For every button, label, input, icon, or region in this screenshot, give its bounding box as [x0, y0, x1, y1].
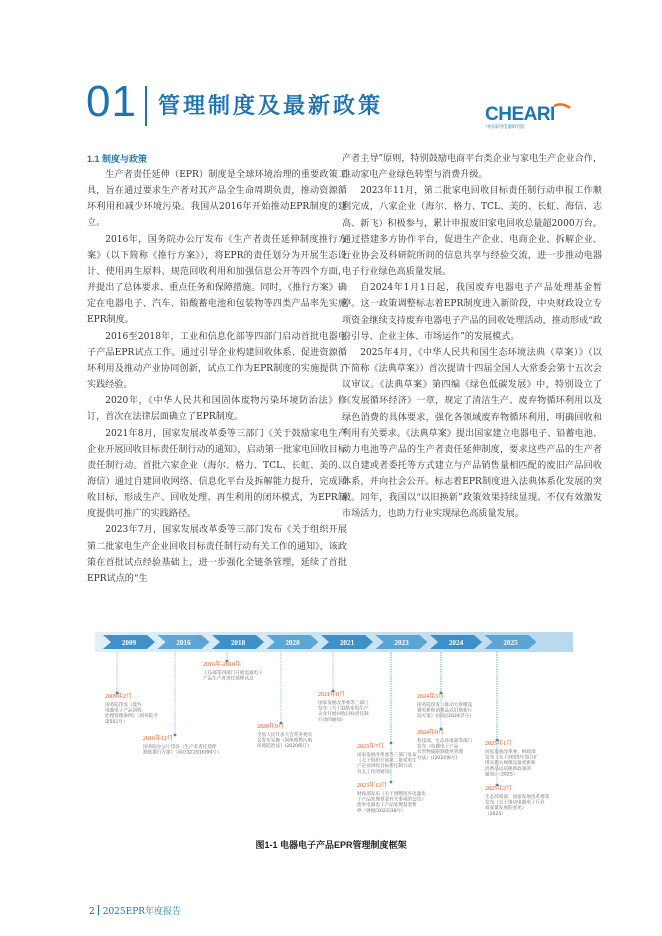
timeline-event-text: 消费品以旧换新政策的	[485, 766, 531, 772]
cheari-logo	[484, 100, 578, 130]
timeline-year-label: 2020	[285, 639, 300, 647]
timeline-event-text: 全国人民代表大会常务委员	[257, 733, 313, 738]
paragraph: 2025年4月，《中华人民共和国生态环境法典（草案）》（以下简称《法典草案》）首次提请十四届全国人大常委会第十五次会议审议。《法典草案》第四编《绿色低碳发展》中，特别设立了《发展循环经济》一章，规定了清洁生产、废弃物循环利用以及绿色消费的具体要求，强化各领域废弃物循环利用，明确回收和利用有关要求。《法典草案》提出国家建立电器电子、铅蓄电池、动力电池等产品的生产者责任延伸制度，要求这些产品的生产者以自建或者委托等方式建立与产品销售量相匹配的废旧产品回收体系，并向社会公开。标志着EPR制度进入法典体系化发展的突破。同年，我国以“以旧换新”政策效果持续显现。不仅有效激发市场活力，也助力行业实现绿色高质量发展。	[342, 347, 602, 520]
timeline-event-date: 2009年2月	[105, 694, 133, 700]
paragraph-continuation: 产者主导”原则，特别鼓励电商平台类企业与家电生产企业合作，推动家电产业绿色转型与消费升级。	[342, 154, 602, 181]
timeline-event-date: 2020年9月	[257, 724, 285, 730]
timeline-event-date: 2021年8月	[318, 692, 346, 698]
timeline-year-label: 2009	[121, 639, 137, 647]
timeline-event-text: 发布《关于推动电器电子行业	[485, 800, 545, 806]
chapter-title: 管理制度及最新政策	[158, 93, 384, 119]
footer-divider	[98, 905, 99, 915]
timeline-event-text: 高质量发展的意见》	[485, 806, 527, 812]
timeline-event-text: 科技部、生态环境部等部门	[417, 739, 473, 744]
paragraph: 2023年7月，国家发展改革委等三部门发布《关于组织开展第二批家电生产企业回收目标责任制行动有关工作的通知》，该政策在首批试点经验基础上，进一步强化全链条管理，延续了首批EPR试点的“生	[87, 525, 347, 584]
timeline-event-text: 生态环境部、国家发展改革委等	[485, 795, 550, 800]
paragraph: 生产者责任延伸（EPR）制度是全球环境治理的重要政策工具，旨在通过要求生产者对其产品全生命周期负责，推动资源循环利用和减少环境污染。我国从2016年开始推动EPR制度的建立。	[87, 170, 347, 229]
timeline-dot	[390, 781, 393, 784]
timeline-event-date: 2025年2月	[485, 786, 513, 792]
timeline-event-text: 国务院印发《废弃	[105, 703, 142, 708]
timeline-event	[357, 652, 426, 814]
timeline-event-text: 第551号）	[105, 719, 128, 725]
timeline-event-date: 2016年12月	[143, 736, 174, 742]
page-number: 2	[89, 907, 95, 917]
timeline-event-text: 国务院办公厅印发《生产者责任延伸	[143, 745, 217, 750]
timeline-event-text: 电器电子产品回收	[105, 708, 142, 714]
timeline-event	[257, 652, 313, 749]
timeline-event-text: 国务院印发《推动大规模设	[417, 703, 473, 708]
timeline-event-text: 发布《关于鼓励家电生产	[318, 706, 369, 712]
timeline-event-text: 工信部等四部门开展电器电子	[203, 671, 263, 676]
timeline-dot	[174, 734, 177, 737]
timeline-event	[485, 652, 550, 817]
timeline-event-text: 停（财税[2023]38号）	[357, 808, 406, 814]
timeline-event-date: 2016年-2018年	[203, 662, 241, 668]
timeline-event-text: 围实施大规模设备更新和	[485, 761, 536, 767]
timeline-event-text: 企业开展回收目标责任制	[318, 712, 369, 718]
timeline-event	[318, 652, 369, 723]
paragraph: 2023年11月，第二批家电回收目标责任制行动申报工作顺利完成，八家企业（海尔、格力、TCL、美的、长虹、海信、志高、新飞）积极参与，累计申报废旧家电回收总量超2000万台。通过搭建多方协作平台，促进生产企业、电商企业、拆解企业、行业协会及科研院所间的信息共享与经验交流，进一步推动电器电子行业绿色高质量发展。	[342, 186, 602, 278]
timeline-event-text: 处理管理条例》（国务院令	[105, 714, 158, 720]
timeline-event-text: 国家发展改革委、财政部	[485, 750, 536, 755]
logo-swoosh	[554, 104, 570, 108]
timeline-event-date: 2023年12月	[357, 783, 388, 789]
timeline-event	[417, 652, 473, 719]
paragraph: 自2024年1月1日起，我国废弃电器电子产品处理基金暂停。这一政策调整标志着EPR制度进入新阶段，中央财政设立专项资金继续支持废弃电器电子产品的回收处理活动，推动形成“政府引导、企业主体、市场运作”的发展模式。	[342, 283, 602, 342]
timeline-event-text: 发布《电器电子产品	[417, 744, 459, 750]
timeline-event-date: 2023年7月	[357, 744, 385, 750]
logo-wordmark: CHEARI	[485, 104, 555, 125]
timeline-event-date: 2024年3月	[417, 694, 445, 700]
timeline-event-text: 废弃电器电子产品处理基金暂	[357, 803, 417, 809]
left-column	[87, 151, 347, 587]
timeline-event-text: 发布《关于2025年加力扩	[485, 755, 539, 761]
section-heading: 1.1 制度与政策	[87, 154, 148, 164]
timeline-event-text: 通知》（2025）	[485, 772, 518, 778]
timeline-event	[485, 652, 538, 777]
timeline-event	[203, 652, 263, 682]
chapter-divider	[145, 86, 147, 126]
timeline-event-date: 2025年1月	[485, 741, 513, 747]
logo-subtitle: 中国家用电器研究院	[486, 125, 525, 130]
timeline-event-text: 行动的通知》	[318, 717, 346, 723]
paragraph: 2020年，《中华人民共和国固体废物污染环境防治法》修订，首次在法律层面确立了EPR制度。	[87, 396, 347, 423]
timeline-event-text: 动方案》(国发[2024]7号)	[417, 714, 471, 720]
figure-caption: 图1-1 电器电子产品EPR管理制度框架	[255, 840, 407, 850]
timeline-event-text: 国家发展改革委等三部门发布	[357, 753, 417, 758]
paragraph: 2021年8月，国家发展改革委等三部门《关于鼓励家电生产企业开展回收目标责任制行动的通知》，启动第一批家电回收目标责任制行动。首批六家企业（海尔、格力、TCL、长虹、美的、海信）通过自建回收网络、信息化平台及拆解能力提升，完成回收目标，形成生产、回收处理、再生利用的闭环模式，为EPR制度提供可推广的实践路径。	[87, 428, 347, 520]
timeline-event-text: 国家发展改革委等三部门	[318, 701, 369, 706]
timeline-event-text: 有害物质限制使用管理	[417, 750, 463, 756]
timeline-year-label: 2025	[503, 639, 518, 647]
timeline-event-text: 备更新和消费品以旧换新行	[417, 708, 473, 714]
timeline-event-text: 财政部发布《关于调整废弃电器电	[357, 792, 426, 797]
epr-timeline-figure	[95, 632, 573, 817]
right-column	[342, 151, 602, 523]
paragraph: 2016年，国务院办公厅发布《生产者责任延伸制度推行方案》（以下简称《推行方案》），将EPR的责任划分为开展生态设计、使用再生原料、规范回收利用和加强信息公开等四个方面，并提出了总体要求、重点任务和保障措施。同时，《推行方案》确定在电器电子、汽车、铅酸蓄电池和包装物等四类产品率先实施EPR制度。	[87, 234, 347, 326]
timeline-event-text: 产企业回收目标责任制行动	[357, 764, 413, 770]
chapter-number: 01	[86, 77, 137, 126]
timeline-event-text: 有关工作的通知》	[357, 769, 394, 775]
timeline-year-label: 2023	[394, 639, 409, 647]
timeline-event-text: 制度推行方案》（国办发[2016]99号）	[143, 750, 222, 756]
paragraph: 2016至2018年，工业和信息化部等四部门启动首批电器电子产品EPR试点工作。通过引导企业构建回收体系、促进资源循环利用及推动产业协同创新，试点工作为EPR制度的实施提供了实践经验。	[87, 331, 347, 391]
timeline-event-text: 《关于组织开展第二批家电生	[357, 758, 417, 764]
timeline-event-text: 子产品处理基金有关事项的公告》	[357, 797, 426, 803]
timeline-event-text: 会发布实施《固体废物污染	[257, 738, 313, 744]
timeline-event-date: 2024年9月	[417, 730, 445, 736]
timeline-year-label: 2021	[339, 639, 355, 647]
timeline-year-label: 2024	[448, 639, 464, 647]
report-title: 2025EPR年度报告	[102, 907, 182, 917]
timeline-event-text: 办法》([2024]6号)	[417, 755, 458, 761]
timeline-event-text: （2025）	[485, 811, 506, 817]
page-footer	[89, 904, 181, 917]
timeline-event-text: 环境防治法》(2020修订)	[257, 744, 310, 750]
timeline-event-text: 产品生产者责任延伸试点	[203, 676, 254, 682]
timeline-year-label: 2018	[230, 639, 246, 647]
timeline-year-label: 2016	[176, 639, 191, 647]
timeline-event	[105, 652, 158, 725]
